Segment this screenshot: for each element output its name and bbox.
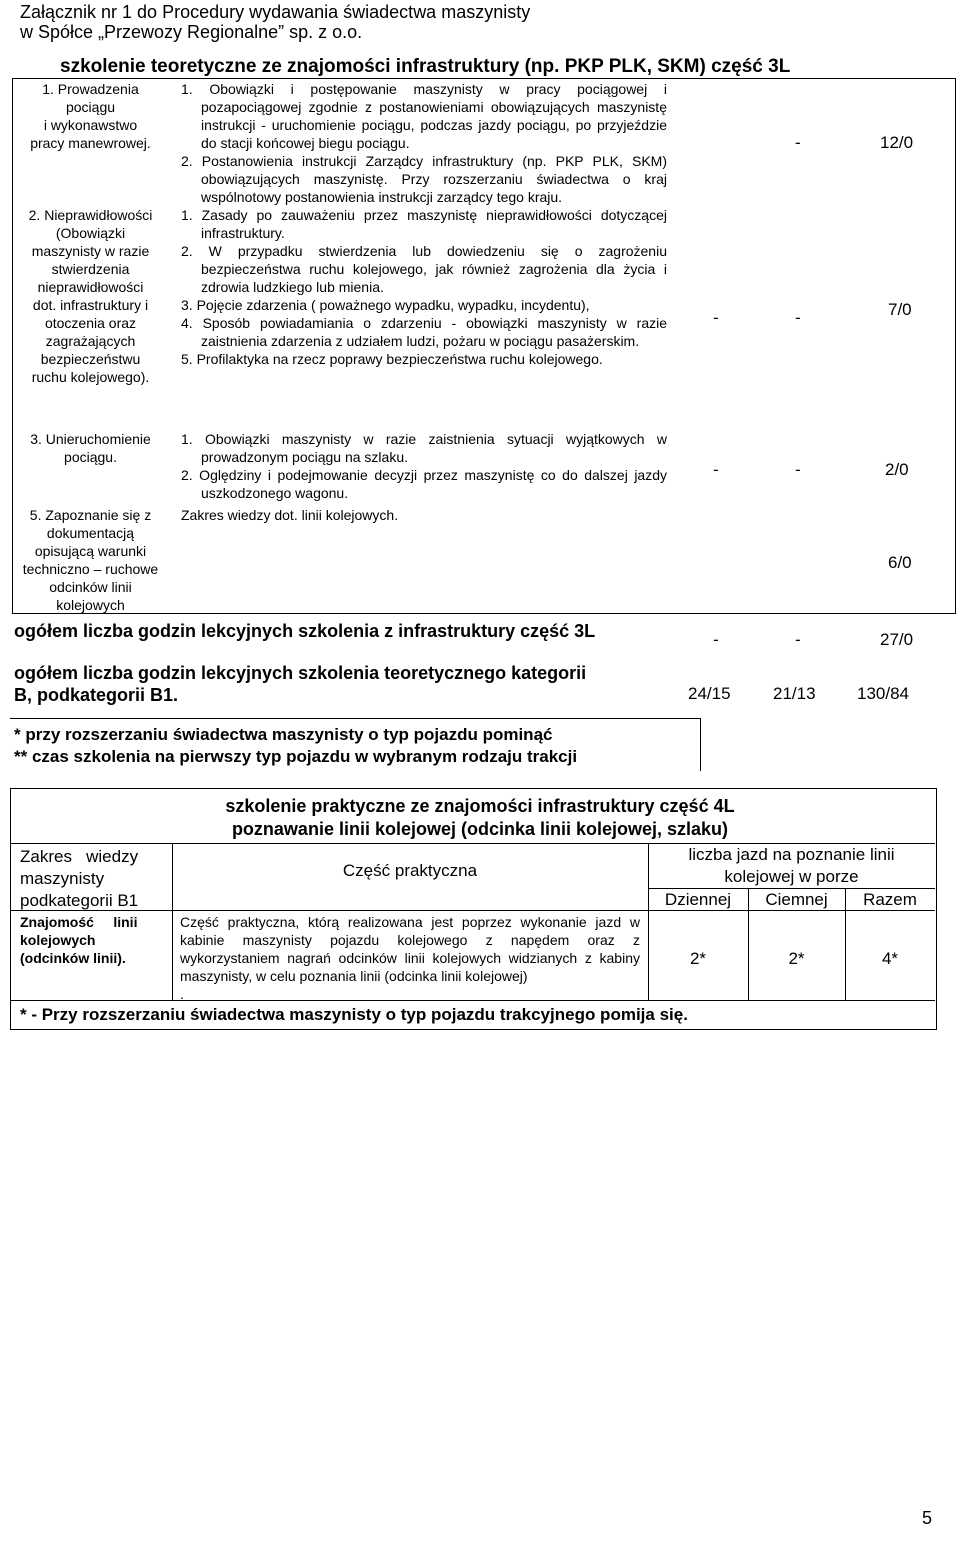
total-theory-label-line1: ogółem liczba godzin lekcyjnych szkolenia teoretycznego kategorii xyxy=(14,663,587,683)
topic-2-line: dot. infrastruktury i xyxy=(32,297,149,313)
topic-2-line: bezpieczeństwu xyxy=(40,351,141,367)
practical-title-line2: poznawanie linii kolejowej (odcinka linii kolejowej, szlaku) xyxy=(231,819,729,839)
practical-title-line1: szkolenie praktyczne ze znajomości infrastruktury część 4L xyxy=(225,796,735,816)
practical-col-rides xyxy=(648,844,935,888)
topic-5-content xyxy=(181,506,667,524)
topic-5 xyxy=(13,506,168,614)
note-1: * przy rozszerzaniu świadectwa maszynisty o typ pojazdu pominąć xyxy=(14,725,553,744)
practical-row-description-text: Część praktyczna, którą realizowana jest poprzez wykonanie jazd w kabinie maszynisty pojazdu kolejowego z napędem oraz z wykorzystaniem nagrań odcinków linii kolejowych widzianych z kabiny maszynisty, w celu poznania linii (odcinka linii kolejowej) xyxy=(180,914,640,984)
row-2-col1: - xyxy=(713,308,719,327)
total-infra-col1: - xyxy=(713,630,719,649)
topic-2-line: otoczenia oraz xyxy=(44,315,137,331)
topic-3-line: 3. Unieruchomienie xyxy=(30,431,151,447)
section-title: szkolenie teoretyczne ze znajomości infrastruktury (np. PKP PLK, SKM) część 3L xyxy=(60,56,791,77)
topic-3-content xyxy=(181,430,667,502)
table-top-border xyxy=(12,78,956,79)
practical-col-scope-line: maszynisty xyxy=(20,869,105,888)
content-item: Zakres wiedzy dot. linii kolejowych. xyxy=(181,507,399,523)
total-infra-label: ogółem liczba godzin lekcyjnych szkolenia z infrastruktury część 3L xyxy=(14,621,596,641)
practical-row-scope xyxy=(20,913,162,967)
practical-row-scope-line: (odcinków linii). xyxy=(20,950,126,966)
content-item: 2. Postanowienia instrukcji Zarządcy infrastruktury (np. PKP PLK, SKM) obowiązujących maszynistę. Przy rozszerzaniu świadectwa o kraj wspólnotowy postanowienia instrukcji zarządcy tego kraju. xyxy=(181,153,667,205)
practical-col-scope-line: Zakres wiedzy xyxy=(20,847,139,866)
practical-row-total: 4* xyxy=(881,949,899,968)
row-2-col3: 7/0 xyxy=(888,300,912,319)
topic-2-line: maszynisty w razie xyxy=(31,243,150,259)
practical-row-scope-line: Znajomość linii xyxy=(20,914,138,930)
practical-col-scope-line: podkategorii B1 xyxy=(20,891,139,910)
topic-2-line: zagrażających xyxy=(45,333,136,349)
content-item: 3. Pojęcie zdarzenia ( poważnego wypadku, wypadku, incydentu), xyxy=(181,297,590,313)
topic-5-line: 5. Zapoznanie się z xyxy=(29,507,152,523)
practical-row-description xyxy=(180,913,640,1003)
attachment-header-line1: Załącznik nr 1 do Procedury wydawania świadectwa maszynisty xyxy=(20,2,531,22)
row-3-col3: 2/0 xyxy=(885,460,909,479)
total-infra-col3: 27/0 xyxy=(880,630,914,649)
practical-col-rides-line: liczba jazd na poznanie linii xyxy=(688,845,895,864)
topic-3-line: pociągu. xyxy=(64,449,117,465)
content-item: 5. Profilaktyka na rzecz poprawy bezpieczeństwa ruchu kolejowego. xyxy=(181,351,603,367)
topic-5-line: kolejowych xyxy=(56,597,125,613)
row-2-col2: - xyxy=(795,308,801,327)
row-4-col3: 6/0 xyxy=(888,553,912,572)
practical-footnote: * - Przy rozszerzaniu świadectwa maszynisty o typ pojazdu trakcyjnego pomija się. xyxy=(20,1005,688,1024)
row-1-col2: - xyxy=(795,133,801,152)
row-3-col1: - xyxy=(713,460,719,479)
table-right-border xyxy=(955,78,956,613)
practical-col-rides-line: kolejowej w porze xyxy=(724,867,859,886)
total-infra-col2: - xyxy=(795,630,801,649)
topic-1 xyxy=(13,80,168,152)
topic-3 xyxy=(13,430,168,466)
topic-5-line: odcinków linii xyxy=(49,579,132,595)
topic-1-line: i wykonawstwo xyxy=(43,117,138,133)
page-number: 5 xyxy=(922,1508,933,1528)
total-theory-col1: 24/15 xyxy=(688,684,731,703)
practical-sub-total: Razem xyxy=(863,890,917,909)
topic-5-line: opisującą warunki xyxy=(34,543,147,559)
practical-sub-night: Ciemnej xyxy=(765,890,828,909)
topic-2-line: nieprawidłowości xyxy=(37,279,144,295)
total-theory-col2: 21/13 xyxy=(773,684,816,703)
practical-row-day: 2* xyxy=(689,949,707,968)
topic-1-line: 1. Prowadzenia xyxy=(42,81,139,97)
topic-2 xyxy=(13,206,168,386)
practical-row-description-end: . xyxy=(180,986,184,1002)
practical-row-night: 2* xyxy=(788,949,805,968)
total-theory-label-line2: B, podkategorii B1. xyxy=(14,685,179,705)
topic-2-content xyxy=(181,206,667,368)
topic-2-line: 2. Nieprawidłowości xyxy=(28,207,153,223)
content-item: 2. W przypadku stwierdzenia lub dowiedzeniu się o zagrożeniu bezpieczeństwa ruchu kolejowego, jak również zagrożenia dla życia i zdrowia ludzkiego lub mienia. xyxy=(181,243,667,295)
total-theory-col3: 130/84 xyxy=(857,684,909,703)
content-item: 1. Obowiązki maszynisty w razie zaistnienia sytuacji wyjątkowych w prowadzonym pociągu na szlaku. xyxy=(181,431,667,465)
practical-sub-day: Dziennej xyxy=(664,890,732,909)
topic-5-line: techniczno – ruchowe xyxy=(22,561,159,577)
topic-1-content xyxy=(181,80,667,206)
topic-1-line: pociągu xyxy=(65,99,116,115)
row-3-col2: - xyxy=(795,460,801,479)
topic-2-line: ruchu kolejowego). xyxy=(31,369,150,385)
topic-1-line: pracy manewrowej. xyxy=(30,135,151,151)
row-1-col3: 12/0 xyxy=(880,133,914,152)
content-item: 4. Sposób powiadamiania o zdarzeniu - obowiązki maszynisty w razie zaistnienia zdarzenia z udziałem ludzi, pożaru w pociągu pasażerskim. xyxy=(181,315,667,349)
practical-col-scope xyxy=(20,846,138,912)
topic-2-line: stwierdzenia xyxy=(51,261,130,277)
content-item: 1. Obowiązki i postępowanie maszynisty w pracy pociągowej i pozapociągowej zgodnie z postanowieniami obowiązujących maszynistę instrukcji - uruchomienie pociągu, podczas jazdy pociągu, po przyjeździe do stacji końcowej biegu pociągu. xyxy=(181,81,667,151)
content-item: 2. Oględziny i podejmowanie decyzji przez maszynistę co do dalszej jazdy uszkodzonego wagonu. xyxy=(181,467,667,501)
topic-5-line: dokumentacją xyxy=(46,525,135,541)
practical-col-part: Część praktyczna xyxy=(342,861,478,880)
attachment-header-line2: w Spółce „Przewozy Regionalne” sp. z o.o. xyxy=(20,22,363,42)
practical-row-scope-line: kolejowych xyxy=(20,932,96,948)
topic-2-line: (Obowiązki xyxy=(55,225,126,241)
note-2: ** czas szkolenia na pierwszy typ pojazdu w wybranym rodzaju trakcji xyxy=(14,747,578,766)
content-item: 1. Zasady po zauważeniu przez maszynistę nieprawidłowości dotyczącej infrastruktury. xyxy=(181,207,667,241)
